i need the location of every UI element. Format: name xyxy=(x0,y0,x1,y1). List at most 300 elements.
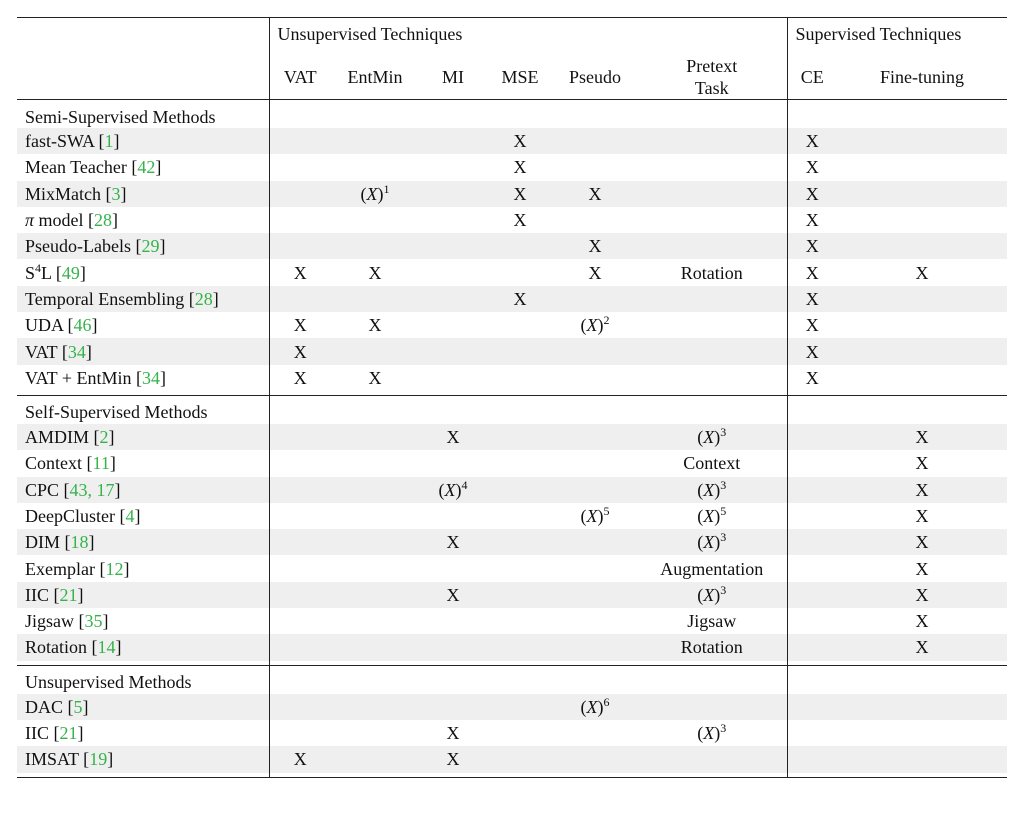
cell-mark: X xyxy=(269,365,331,391)
math-x: X xyxy=(703,506,715,526)
method-name xyxy=(17,582,269,608)
cell xyxy=(787,746,837,772)
cell xyxy=(419,181,487,207)
empty-cell xyxy=(419,100,487,129)
cell xyxy=(331,582,419,608)
cell xyxy=(487,529,553,555)
empty-cell xyxy=(269,395,331,424)
empty-cell xyxy=(487,665,553,694)
cell xyxy=(487,608,553,634)
cell xyxy=(331,450,419,476)
empty-cell xyxy=(487,395,553,424)
method-label: VAT [ xyxy=(25,341,68,362)
col-pretext-line1: Pretext xyxy=(686,56,738,76)
method-label: DAC [ xyxy=(25,696,74,717)
method-label: DIM [ xyxy=(25,532,71,553)
cell xyxy=(787,503,837,529)
col-pseudo: Pseudo xyxy=(553,55,637,100)
cell xyxy=(837,128,1007,154)
cell-mark: X xyxy=(787,259,837,285)
cell xyxy=(419,365,487,391)
citation-bracket: ] xyxy=(160,367,166,388)
cell-mark: X xyxy=(837,529,1007,555)
method-label: IIC [ xyxy=(25,584,60,605)
citation-link: 21 xyxy=(59,584,78,605)
table-row xyxy=(17,207,1007,233)
cell xyxy=(637,694,787,720)
citation-bracket: ] xyxy=(155,157,162,178)
cell-mark: X xyxy=(837,634,1007,660)
math-x: X xyxy=(444,479,456,500)
citation-bracket: ] xyxy=(77,584,84,605)
cell xyxy=(787,477,837,503)
cell-mark-footnote: $(X)^5$ xyxy=(697,504,727,526)
cell xyxy=(787,529,837,555)
cell-mark-footnote: $(X)^2$ xyxy=(580,313,610,336)
citation-bracket: ] xyxy=(159,236,166,257)
cell xyxy=(553,365,637,391)
math-x: X xyxy=(586,315,598,336)
cell xyxy=(487,424,553,450)
col-mi: MI xyxy=(419,55,487,100)
cell xyxy=(331,338,419,364)
cell xyxy=(787,424,837,450)
cell-mark: X xyxy=(419,424,487,450)
cell xyxy=(419,503,487,529)
cell-mark-footnote: $(X)^1$ xyxy=(331,181,419,207)
cell xyxy=(419,128,487,154)
citation-bracket: ] xyxy=(112,210,119,231)
cell xyxy=(553,634,637,660)
cell xyxy=(331,233,419,259)
empty-cell xyxy=(553,395,637,424)
citation-link: 35 xyxy=(84,611,103,632)
empty-cell xyxy=(419,665,487,694)
cell xyxy=(331,286,419,312)
cell xyxy=(487,694,553,720)
cell-mark: X xyxy=(368,315,382,336)
cell-mark: X xyxy=(269,312,331,338)
citation-link: 1 xyxy=(104,131,114,152)
cell-text: Context xyxy=(683,453,741,474)
section-title: Unsupervised Methods xyxy=(17,665,269,694)
method-label: DeepCluster [ xyxy=(25,506,126,526)
cell xyxy=(553,207,637,233)
cell xyxy=(419,450,487,476)
empty-cell xyxy=(637,665,787,694)
cell xyxy=(419,555,487,581)
cell xyxy=(787,634,837,660)
footnote-mark: 6 xyxy=(603,694,610,709)
empty-cell xyxy=(331,100,419,129)
table-row xyxy=(17,233,1007,259)
method-label: AMDIM [ xyxy=(25,427,100,448)
cell xyxy=(553,286,637,312)
method-label: Jigsaw [ xyxy=(25,611,85,632)
cell-mark: X xyxy=(837,477,1007,503)
method-name xyxy=(17,181,269,207)
method-name xyxy=(17,608,269,634)
cell xyxy=(331,477,419,503)
empty-cell xyxy=(269,773,331,778)
cell xyxy=(331,555,419,581)
table-row xyxy=(17,128,1007,154)
method-label: Mean Teacher [ xyxy=(25,157,138,178)
empty-cell xyxy=(637,773,787,778)
cell xyxy=(269,181,331,207)
cell xyxy=(419,338,487,364)
cell-mark-footnote: $(X)^4$ xyxy=(419,477,487,503)
method-label: CPC [ xyxy=(25,479,70,500)
empty-cell xyxy=(787,665,837,694)
cell xyxy=(331,694,419,720)
math-x: X xyxy=(703,723,715,744)
cell-mark: X xyxy=(787,181,837,207)
cell xyxy=(269,286,331,312)
cell-text: Rotation xyxy=(680,262,743,283)
cell xyxy=(269,450,331,476)
cell-mark: X xyxy=(419,746,487,772)
cell-mark-footnote: $(X)^5$ xyxy=(580,504,610,526)
cell-mark: X xyxy=(915,262,929,283)
cell-mark: X xyxy=(419,529,487,555)
cell xyxy=(837,312,1007,338)
footnote-mark: 3 xyxy=(720,425,727,440)
table-row xyxy=(17,720,1007,746)
col-pretext-task xyxy=(637,55,787,100)
cell xyxy=(269,207,331,233)
table-row xyxy=(17,181,1007,207)
cell-mark-footnote: $(X)^3$ xyxy=(637,424,787,450)
cell-mark: X xyxy=(487,181,553,207)
empty-cell xyxy=(487,100,553,129)
cell xyxy=(637,286,787,312)
empty-cell xyxy=(837,395,1007,424)
section-title: Semi-Supervised Methods xyxy=(25,106,216,127)
cell xyxy=(837,338,1007,364)
empty-cell xyxy=(419,395,487,424)
citation-link: 34 xyxy=(67,341,86,362)
cell xyxy=(553,424,637,450)
cell xyxy=(553,746,637,772)
citation-bracket: ] xyxy=(212,288,219,309)
cell xyxy=(553,154,637,180)
cell xyxy=(419,154,487,180)
cell xyxy=(331,529,419,555)
cell-mark-footnote: $(X)^3$ xyxy=(637,477,787,503)
section-header-row xyxy=(17,100,1007,129)
empty-cell xyxy=(637,100,787,129)
cell xyxy=(269,582,331,608)
cell xyxy=(419,233,487,259)
citation-link: 11 xyxy=(92,453,110,474)
citation-link: 19 xyxy=(89,749,108,770)
citation-link: 42 xyxy=(137,157,156,178)
cell xyxy=(553,529,637,555)
method-name xyxy=(17,746,269,772)
cell-mark: X xyxy=(269,338,331,364)
cell-text: Jigsaw xyxy=(687,611,737,632)
cell xyxy=(419,286,487,312)
empty-cell xyxy=(487,773,553,778)
table-row xyxy=(17,555,1007,581)
cell xyxy=(637,746,787,772)
cell xyxy=(637,207,787,233)
cell xyxy=(331,424,419,450)
cell xyxy=(837,181,1007,207)
cell-mark: X xyxy=(837,424,1007,450)
col-vat: VAT xyxy=(269,55,331,100)
method-name xyxy=(17,233,269,259)
cell xyxy=(637,128,787,154)
cell xyxy=(269,477,331,503)
cell xyxy=(419,694,487,720)
cell xyxy=(787,720,837,746)
empty-cell xyxy=(269,665,331,694)
cell xyxy=(787,694,837,720)
empty-cell xyxy=(331,773,419,778)
footnote-mark: 1 xyxy=(383,181,390,196)
cell xyxy=(837,207,1007,233)
cell-mark: X xyxy=(487,128,553,154)
citation-link: 34 xyxy=(142,367,160,388)
table-row xyxy=(17,634,1007,660)
cell-mark: X xyxy=(837,582,1007,608)
footnote-mark: 4 xyxy=(461,477,468,492)
citation-bracket: ] xyxy=(113,131,120,152)
header-corner-sub xyxy=(17,55,269,100)
method-name xyxy=(17,312,269,338)
cell xyxy=(419,608,487,634)
citation-link: 46 xyxy=(73,315,92,336)
cell-mark-footnote: $(X)^3$ xyxy=(637,582,787,608)
cell xyxy=(553,720,637,746)
cell xyxy=(331,503,419,529)
method-label: VAT + EntMin [ xyxy=(25,367,142,388)
cell-mark: X xyxy=(787,312,837,338)
citation-bracket: ] xyxy=(102,611,109,632)
cell xyxy=(269,424,331,450)
cell-mark-footnote: $(X)^3$ xyxy=(697,721,727,744)
cell xyxy=(269,529,331,555)
footnote-mark: 3 xyxy=(720,530,727,545)
section-title: Self-Supervised Methods xyxy=(17,395,269,424)
cell-mark: X xyxy=(915,453,929,474)
header-corner xyxy=(17,18,269,56)
cell xyxy=(331,720,419,746)
table-row xyxy=(17,450,1007,476)
method-name xyxy=(17,503,269,529)
cell xyxy=(787,450,837,476)
citation-link: 2 xyxy=(99,427,109,448)
cell xyxy=(487,634,553,660)
citation-bracket: ] xyxy=(114,479,121,500)
method-label: IIC [ xyxy=(25,723,60,744)
citation-bracket: ] xyxy=(115,637,122,658)
cell xyxy=(419,634,487,660)
method-label: Pseudo-Labels [ xyxy=(25,236,142,257)
citation-link: 5 xyxy=(73,696,83,717)
cell xyxy=(637,365,787,391)
cell-mark: X xyxy=(915,611,929,632)
empty-cell xyxy=(553,665,637,694)
cell xyxy=(553,128,637,154)
citation-bracket: ] xyxy=(108,427,115,448)
cell-mark: X xyxy=(787,128,837,154)
cell-mark: X xyxy=(787,365,837,391)
cell xyxy=(637,154,787,180)
table-row xyxy=(17,424,1007,450)
method-name xyxy=(17,450,269,476)
method-name xyxy=(17,286,269,312)
citation-link: 43, 17 xyxy=(69,479,115,500)
math-pi: π xyxy=(25,210,35,231)
unsupervised-techniques-header: Unsupervised Techniques xyxy=(269,18,787,56)
math-x: X xyxy=(703,427,715,448)
cell xyxy=(269,503,331,529)
table-row xyxy=(17,259,1007,285)
cell-mark: X xyxy=(915,558,929,579)
cell xyxy=(331,634,419,660)
cell xyxy=(419,312,487,338)
cell-mark: X xyxy=(513,210,527,231)
empty-cell xyxy=(637,395,787,424)
cell-mark: X xyxy=(269,746,331,772)
cell-mark: X xyxy=(513,157,527,178)
empty-cell xyxy=(17,773,269,778)
cell xyxy=(419,207,487,233)
cell xyxy=(837,720,1007,746)
cell xyxy=(487,582,553,608)
cell xyxy=(487,450,553,476)
col-fine-tuning: Fine-tuning xyxy=(837,55,1007,100)
cell xyxy=(553,450,637,476)
empty-cell xyxy=(837,773,1007,778)
empty-cell xyxy=(837,665,1007,694)
empty-cell xyxy=(837,100,1007,129)
citation-bracket: ] xyxy=(91,315,98,336)
footnote-mark: 5 xyxy=(603,504,610,518)
cell xyxy=(331,128,419,154)
superscript: 4 xyxy=(35,260,42,275)
cell-mark: X xyxy=(368,262,382,283)
cell xyxy=(553,555,637,581)
cell xyxy=(553,582,637,608)
method-label: Exemplar [ xyxy=(25,558,106,579)
cell xyxy=(269,154,331,180)
cell xyxy=(837,286,1007,312)
cell xyxy=(269,608,331,634)
method-name xyxy=(17,555,269,581)
cell xyxy=(837,694,1007,720)
cell xyxy=(269,233,331,259)
citation-link: 29 xyxy=(141,236,160,257)
cell-mark: X xyxy=(787,233,837,259)
math-x: X xyxy=(703,532,715,553)
cell xyxy=(787,608,837,634)
empty-cell xyxy=(419,773,487,778)
empty-cell xyxy=(269,100,331,129)
method-label: UDA [ xyxy=(25,315,74,336)
cell-mark: X xyxy=(787,338,837,364)
cell xyxy=(419,259,487,285)
cell-mark: X xyxy=(588,262,602,283)
citation-bracket: ] xyxy=(79,262,86,283)
cell xyxy=(837,746,1007,772)
citation-link: 18 xyxy=(70,532,89,553)
cell-mark: X xyxy=(487,286,553,312)
footnote-mark: 3 xyxy=(720,721,727,736)
table-row xyxy=(17,286,1007,312)
cell xyxy=(331,608,419,634)
math-x: X xyxy=(366,183,378,204)
method-name xyxy=(17,128,269,154)
method-label: MixMatch [ xyxy=(25,183,112,204)
footnote-mark: 2 xyxy=(603,313,610,328)
method-name xyxy=(17,720,269,746)
cell xyxy=(331,154,419,180)
cell-mark-footnote: $(X)^6$ xyxy=(553,694,637,720)
table-row xyxy=(17,746,1007,772)
method-name: π model [28] xyxy=(25,210,119,231)
cell-text: Rotation xyxy=(637,634,787,660)
citation-bracket: ] xyxy=(82,696,89,717)
citation-link: 3 xyxy=(111,183,121,204)
math-x: X xyxy=(703,479,715,500)
citation-bracket: ] xyxy=(88,532,95,553)
method-name: $S^4L$ [49] xyxy=(25,260,86,283)
citation-bracket: ] xyxy=(109,453,116,474)
cell xyxy=(487,365,553,391)
cell xyxy=(837,365,1007,391)
cell xyxy=(487,720,553,746)
cell-mark: X xyxy=(368,367,382,388)
method-name xyxy=(17,634,269,660)
cell xyxy=(787,555,837,581)
table-row xyxy=(17,529,1007,555)
col-mse: MSE xyxy=(487,55,553,100)
method-label: Rotation [ xyxy=(25,637,98,658)
cell xyxy=(837,154,1007,180)
method-name xyxy=(17,477,269,503)
citation-link: 28 xyxy=(194,288,213,309)
cell xyxy=(269,128,331,154)
table-row xyxy=(17,503,1007,529)
method-name xyxy=(17,365,269,391)
cell xyxy=(269,634,331,660)
table-row xyxy=(17,365,1007,391)
citation-link: 14 xyxy=(97,637,116,658)
cell xyxy=(487,338,553,364)
cell xyxy=(553,477,637,503)
empty-cell xyxy=(787,100,837,129)
cell xyxy=(637,181,787,207)
cell-mark: X xyxy=(787,286,837,312)
citation-bracket: ] xyxy=(107,749,114,770)
method-label: Temporal Ensembling [ xyxy=(25,288,195,309)
method-name xyxy=(17,529,269,555)
cell-mark: X xyxy=(419,582,487,608)
method-name xyxy=(17,694,269,720)
footnote-mark: 5 xyxy=(720,504,727,518)
footnote-mark: 3 xyxy=(720,582,727,597)
cell xyxy=(487,555,553,581)
cell-mark: X xyxy=(446,723,460,744)
cell xyxy=(487,259,553,285)
cell xyxy=(637,233,787,259)
table-bottom-rule xyxy=(17,773,1007,778)
citation-bracket: ] xyxy=(120,183,127,204)
